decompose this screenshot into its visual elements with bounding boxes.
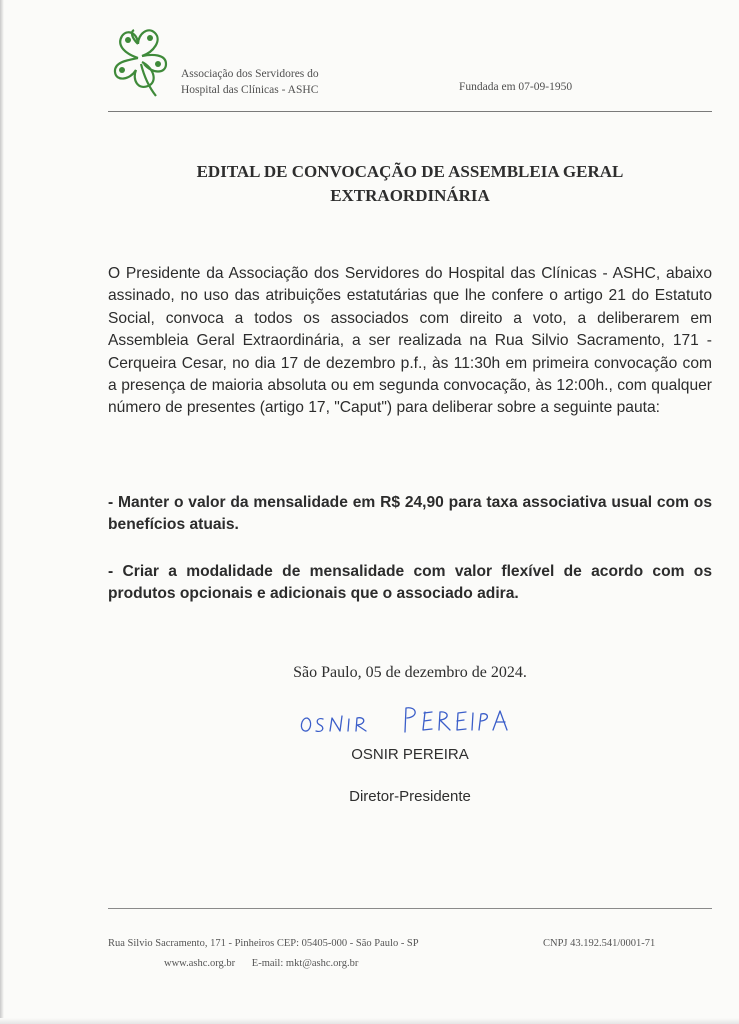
organization-name bbox=[181, 66, 319, 98]
agenda-item: - Criar a modalidade de mensalidade com valor flexível de acordo com os produtos opcionais e adicionais que o associado adira. bbox=[108, 563, 712, 603]
handwritten-signature bbox=[293, 700, 523, 736]
page-bottom-shadow bbox=[0, 1018, 739, 1024]
footer-address: Rua Silvio Sacramento, 171 - Pinheiros CEP: 05405-000 - São Paulo - SP bbox=[108, 938, 419, 949]
footer-contact bbox=[164, 958, 358, 969]
footer-website-link[interactable]: www.ashc.org.br bbox=[164, 958, 236, 969]
page-edge-shadow bbox=[0, 0, 4, 1024]
header-divider bbox=[108, 111, 712, 112]
document-title-line-1: EDITAL DE CONVOCAÇÃO DE ASSEMBLEIA GERAL bbox=[196, 162, 624, 181]
four-leaf-clover-logo-icon bbox=[108, 24, 172, 100]
footer-divider bbox=[108, 908, 712, 909]
document-title-line-2: EXTRAORDINÁRIA bbox=[330, 186, 490, 205]
agenda-item: - Manter o valor da mensalidade em R$ 24,90 para taxa associativa usual com os benefícios atuais. bbox=[108, 494, 712, 534]
footer-email-link[interactable]: E-mail: mkt@ashc.org.br bbox=[251, 958, 359, 969]
founded-date: Fundada em 07-09-1950 bbox=[459, 81, 573, 93]
convocation-paragraph: O Presidente da Associação dos Servidores do Hospital das Clínicas - ASHC, abaixo assinado, no uso das atribuições estatutárias que lhe confere o artigo 21 do Estatuto Social, convoca a todos os associados com direito a voto, a deliberarem em Assembleia Geral Extraordinária, a ser realizada na Rua Silvio Sacramento, 171 - Cerqueira Cesar, no dia 17 de dezembro p.f., às 11:30h em primeira convocação com a presença de maioria absoluta ou em segunda convocação, às 12:00h., com qualquer número de presentes (artigo 17, "Caput") para deliberar sobre a seguinte pauta: bbox=[108, 265, 712, 417]
organization-name-line-1: Associação dos Servidores do bbox=[181, 68, 319, 80]
place-and-date: São Paulo, 05 de dezembro de 2024. bbox=[293, 664, 527, 681]
document-title bbox=[108, 160, 712, 208]
organization-name-line-2: Hospital das Clínicas - ASHC bbox=[181, 84, 319, 96]
signer-role: Diretor-Presidente bbox=[349, 788, 471, 805]
footer-cnpj: CNPJ 43.192.541/0001-71 bbox=[543, 938, 656, 949]
signer-name: OSNIR PEREIRA bbox=[351, 746, 469, 763]
